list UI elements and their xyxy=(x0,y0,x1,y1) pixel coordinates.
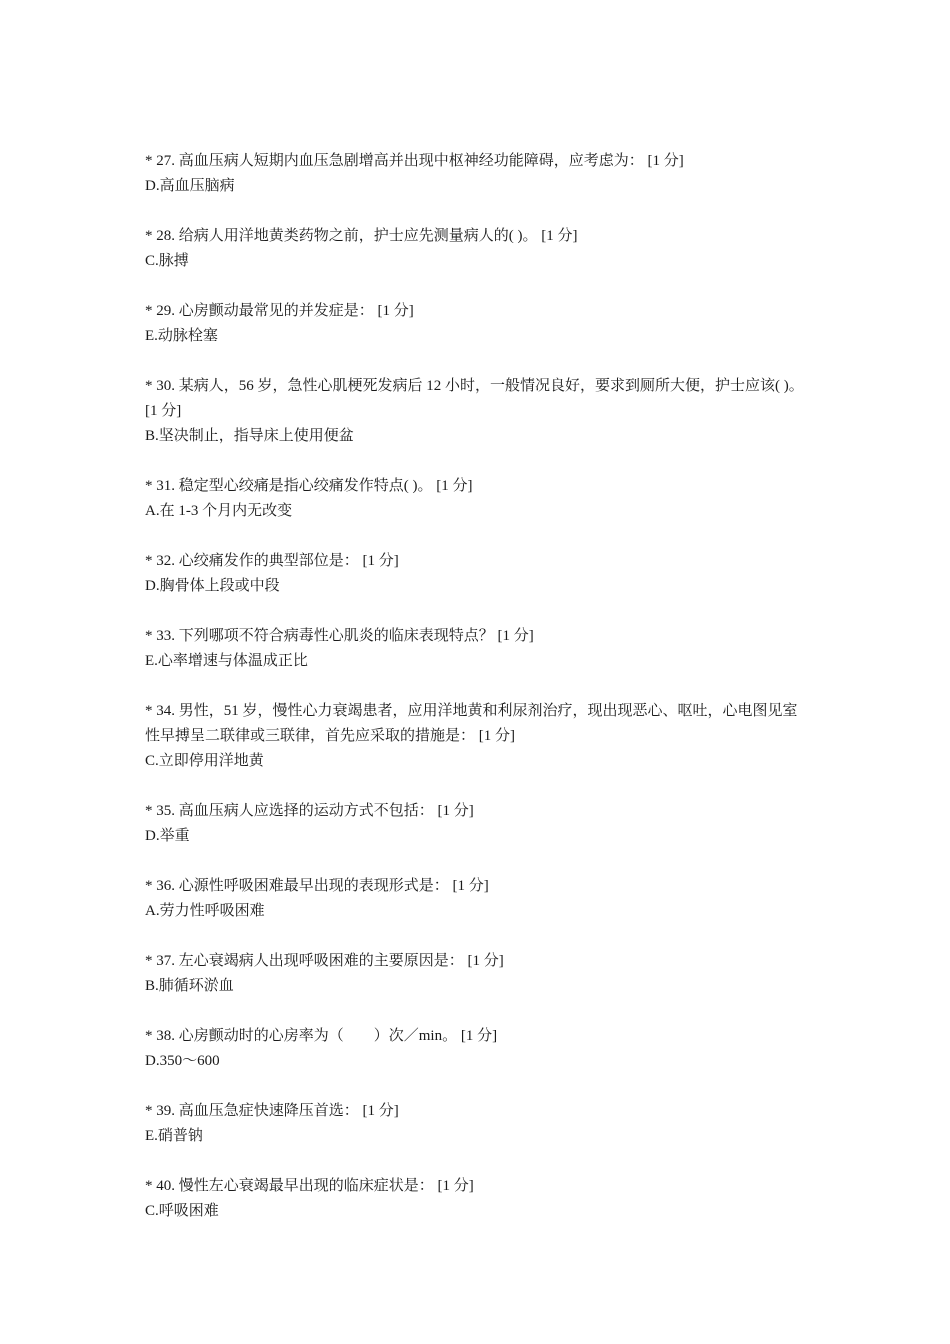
question-text: * 30. 某病人，56 岁，急性心肌梗死发病后 12 小时，一般情况良好，要求到厕所大便，护士应该( )。 [1 分] xyxy=(145,378,804,419)
question-answer: D.举重 xyxy=(145,828,190,844)
question-text: * 27. 高血压病人短期内血压急剧增高并出现中枢神经功能障碍，应考虑为： [1 分] xyxy=(145,153,684,169)
question-item xyxy=(145,874,810,924)
question-answer: D.350～600 xyxy=(145,1053,220,1069)
question-text: * 29. 心房颤动最常见的并发症是： [1 分] xyxy=(145,303,414,319)
question-text: * 33. 下列哪项不符合病毒性心肌炎的临床表现特点？ [1 分] xyxy=(145,628,534,644)
question-list xyxy=(145,149,810,1249)
question-item xyxy=(145,474,810,524)
question-answer: B.坚决制止，指导床上使用便盆 xyxy=(145,428,354,444)
question-item xyxy=(145,1024,810,1074)
question-answer: C.呼吸困难 xyxy=(145,1203,219,1219)
question-answer: A.在 1-3 个月内无改变 xyxy=(145,503,293,519)
question-item xyxy=(145,549,810,599)
question-item xyxy=(145,149,810,199)
question-text: * 38. 心房颤动时的心房率为（ ）次／min。 [1 分] xyxy=(145,1028,498,1044)
question-answer: B.肺循环淤血 xyxy=(145,978,234,994)
question-item xyxy=(145,299,810,349)
question-text: * 28. 给病人用洋地黄类药物之前，护士应先测量病人的( )。 [1 分] xyxy=(145,228,578,244)
question-text: * 39. 高血压急症快速降压首选： [1 分] xyxy=(145,1103,399,1119)
question-answer: E.心率增速与体温成正比 xyxy=(145,653,308,669)
question-text: * 34. 男性，51 岁，慢性心力衰竭患者，应用洋地黄和利尿剂治疗，现出现恶心、呕吐，心电图见室性早搏呈二联律或三联律，首先应采取的措施是： [1 分] xyxy=(145,703,798,744)
question-text: * 37. 左心衰竭病人出现呼吸困难的主要原因是： [1 分] xyxy=(145,953,504,969)
question-text: * 31. 稳定型心绞痛是指心绞痛发作特点( )。 [1 分] xyxy=(145,478,473,494)
question-answer: C.立即停用洋地黄 xyxy=(145,753,264,769)
question-item xyxy=(145,224,810,274)
question-answer: C.脉搏 xyxy=(145,253,189,269)
question-item xyxy=(145,699,810,774)
question-answer: D.高血压脑病 xyxy=(145,178,235,194)
question-text: * 40. 慢性左心衰竭最早出现的临床症状是： [1 分] xyxy=(145,1178,474,1194)
question-item xyxy=(145,949,810,999)
question-item xyxy=(145,799,810,849)
question-text: * 36. 心源性呼吸困难最早出现的表现形式是： [1 分] xyxy=(145,878,489,894)
question-text: * 35. 高血压病人应选择的运动方式不包括： [1 分] xyxy=(145,803,474,819)
question-answer: E.硝普钠 xyxy=(145,1128,203,1144)
question-item xyxy=(145,374,810,449)
question-answer: D.胸骨体上段或中段 xyxy=(145,578,280,594)
question-item xyxy=(145,1174,810,1224)
question-answer: A.劳力性呼吸困难 xyxy=(145,903,265,919)
question-answer: E.动脉栓塞 xyxy=(145,328,218,344)
question-item xyxy=(145,1099,810,1149)
question-item xyxy=(145,624,810,674)
question-text: * 32. 心绞痛发作的典型部位是： [1 分] xyxy=(145,553,399,569)
